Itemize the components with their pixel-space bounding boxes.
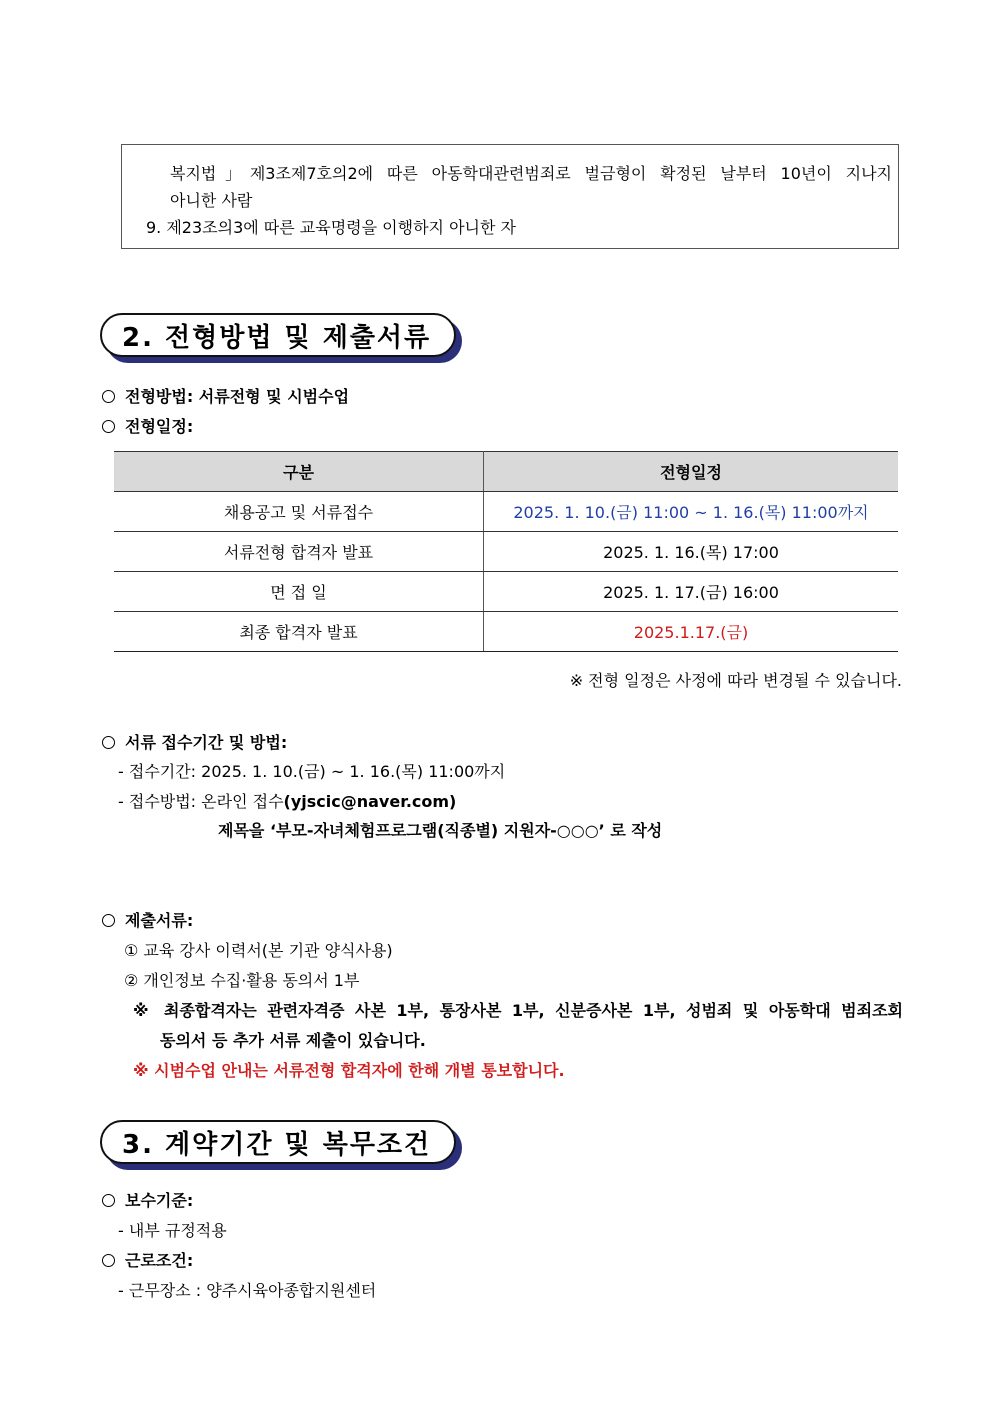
table-header-cell: 구분 — [114, 452, 484, 492]
circle-bullet-icon — [102, 1254, 115, 1267]
receipt-subject: 제목을 ‘부모-자녀체험프로그램(직종별) 지원자-○○○’ 로 작성 — [218, 821, 663, 840]
box-line-1: 복지법」제3조제7호의2에 따른 아동학대관련범죄로 벌금형이 확정된 날부터 10년이 지나지 — [170, 164, 892, 183]
table-header-row — [114, 452, 898, 492]
final-note-line-2: 동의서 등 추가 서류 제출이 있습니다. — [160, 1031, 426, 1050]
section-2-title: 2. 전형방법 및 제출서류 — [100, 313, 456, 357]
work-label: 근로조건: — [125, 1251, 194, 1270]
table-cell: 최종 합격자 발표 — [114, 612, 484, 652]
table-header-cell: 전형일정 — [484, 452, 899, 492]
receipt-method-line — [118, 789, 456, 812]
table-cell: 2025. 1. 10.(금) 11:00 ~ 1. 16.(목) 11:00까지 — [484, 492, 899, 532]
receipt-label-line — [102, 730, 287, 753]
receipt-period: - 접수기간: 2025. 1. 10.(금) ~ 1. 16.(목) 11:00까지 — [118, 762, 506, 781]
receipt-label: 서류 접수기간 및 방법: — [125, 733, 288, 752]
docs-label: 제출서류: — [125, 911, 194, 930]
table-cell: 서류전형 합격자 발표 — [114, 532, 484, 572]
table-row — [114, 572, 898, 612]
circle-bullet-icon — [102, 736, 115, 749]
method-line — [102, 384, 349, 407]
work-place: - 근무장소 : 양주시육아종합지원센터 — [118, 1281, 377, 1300]
work-label-line — [102, 1248, 193, 1271]
receipt-method-prefix: - 접수방법: 온라인 접수 — [118, 792, 284, 811]
section-2-heading — [100, 313, 464, 365]
circle-bullet-icon — [102, 420, 115, 433]
receipt-email[interactable]: (yjscic@naver.com) — [283, 792, 457, 811]
doc-item-1: ① 교육 강사 이력서(본 기관 양식사용) — [124, 941, 393, 960]
box-line-2: 아니한 사람 — [170, 191, 253, 210]
table-cell: 2025. 1. 16.(목) 17:00 — [484, 532, 899, 572]
schedule-label-line — [102, 414, 193, 437]
circle-bullet-icon — [102, 914, 115, 927]
schedule-table — [114, 451, 898, 652]
table-cell: 2025. 1. 17.(금) 16:00 — [484, 572, 899, 612]
circle-bullet-icon — [102, 1194, 115, 1207]
demo-class-note: ※ 시범수업 안내는 서류전형 합격자에 한해 개별 통보합니다. — [133, 1061, 565, 1080]
docs-label-line — [102, 908, 193, 931]
table-cell: 2025.1.17.(금) — [484, 612, 899, 652]
doc-item-2: ② 개인정보 수집·활용 동의서 1부 — [124, 971, 360, 990]
disqualification-box — [121, 144, 899, 249]
pay-label: 보수기준: — [125, 1191, 194, 1210]
schedule-label: 전형일정: — [125, 417, 194, 436]
pay-label-line — [102, 1188, 193, 1211]
table-row — [114, 492, 898, 532]
circle-bullet-icon — [102, 390, 115, 403]
table-cell: 면 접 일 — [114, 572, 484, 612]
final-note-line-1: ※ 최종합격자는 관련자격증 사본 1부, 통장사본 1부, 신분증사본 1부, 성범죄 및 아동학대 범죄조회 — [133, 1001, 903, 1020]
method-text: 전형방법: 서류전형 및 시범수업 — [125, 387, 350, 406]
section-3-title: 3. 계약기간 및 복무조건 — [100, 1120, 456, 1164]
box-line-3: 9. 제23조의3에 따른 교육명령을 이행하지 아니한 자 — [146, 218, 516, 237]
table-cell: 채용공고 및 서류접수 — [114, 492, 484, 532]
table-row — [114, 612, 898, 652]
schedule-note: ※ 전형 일정은 사정에 따라 변경될 수 있습니다. — [569, 671, 902, 690]
pay-value: - 내부 규정적용 — [118, 1221, 227, 1240]
section-3-heading — [100, 1120, 464, 1172]
table-row — [114, 532, 898, 572]
